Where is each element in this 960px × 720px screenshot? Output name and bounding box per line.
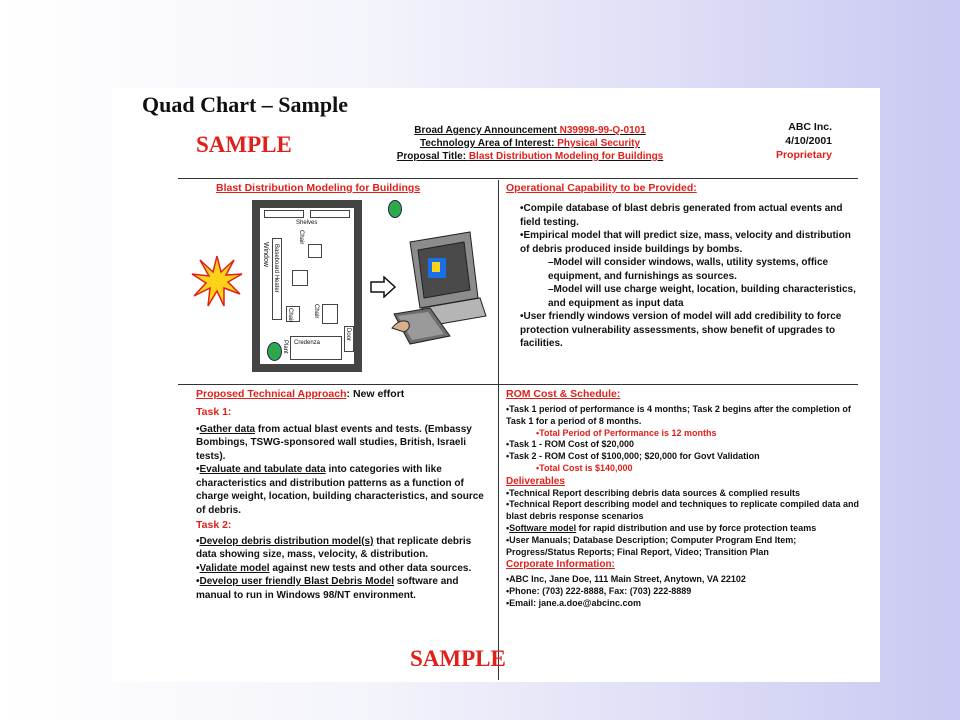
q2-bullet-3: •User friendly windows version of model will add credibility to force protection vulnerability assessments, show benefit of upgrades to facilities. [520, 311, 842, 349]
middle-divider [178, 384, 858, 385]
q3-content [196, 406, 494, 602]
proposal-title-label: Proposal Title: [396, 151, 469, 162]
tech-area-label: Technology Area of Interest: [419, 138, 558, 149]
company-classification: Proprietary [775, 149, 832, 161]
corporate-phone: •Phone: (703) 222-8888, Fax: (703) 222-8889 [506, 585, 692, 596]
q3-heading-row [196, 388, 404, 400]
chair-top-label: Chair [298, 230, 304, 245]
rom-item-3: •Task 2 - ROM Cost of $100,000; $20,000 for Govt Validation [506, 451, 760, 462]
q2-heading: Operational Capability to be Provided: [506, 182, 697, 194]
baa-value: N39998-99-Q-0101 [559, 125, 646, 136]
proposal-title-value: Blast Distribution Modeling for Buildings [468, 151, 664, 162]
chair-mid-upper [292, 270, 308, 286]
plant-icon [267, 342, 282, 361]
explosion-icon [190, 254, 244, 308]
sample-watermark-top: SAMPLE [196, 132, 292, 157]
rom-item-2: •Task 1 - ROM Cost of $20,000 [506, 439, 635, 450]
rom-total-period: •Total Period of Performance is 12 months [536, 427, 717, 438]
quad-chart-slide [112, 88, 880, 682]
sample-watermark-bottom: SAMPLE [410, 646, 506, 671]
q4-content [506, 404, 862, 610]
baa-label: Broad Agency Announcement [414, 125, 560, 136]
q3-heading-suffix: : New effort [346, 388, 405, 400]
deliverable-4: •User Manuals; Database Description; Computer Program End Item; Progress/Status Reports; Final Report, Video; Transition Plan [506, 534, 797, 557]
tech-area-value: Physical Security [557, 138, 641, 149]
chair-right-label: Chair [313, 304, 319, 319]
shelf-right [310, 210, 350, 218]
baseboard-label: Baseboard Heater [273, 244, 279, 293]
shelves-label: Shelves [296, 220, 318, 226]
corporate-address: •ABC Inc, Jane Doe, 111 Main Street, Anytown, VA 22102 [506, 574, 746, 585]
company-block [752, 120, 832, 162]
q1-heading: Blast Distribution Modeling for Buildings [216, 182, 421, 194]
rom-total-cost: •Total Cost is $140,000 [536, 462, 633, 473]
computer-icon [390, 228, 494, 346]
credenza-label: Credenza [294, 340, 321, 346]
task1-item-2: •Evaluate and tabulate data into categories with like characteristics and distribution patterns as a function of charge weight, location, building characteristics, and source of debris. [196, 464, 484, 516]
q4-heading: ROM Cost & Schedule: [506, 388, 621, 400]
q2-bullet-2: •Empirical model that will predict size, mass, velocity and distribution of debris produced inside buildings by bombs. [520, 230, 851, 255]
chair-top [308, 244, 322, 258]
deliverable-1: •Technical Report describing debris data sources & complied results [506, 487, 801, 498]
q2-bullet-1: •Compile database of blast debris generated from actual events and field testing. [520, 203, 843, 228]
door-label: Door [345, 328, 351, 342]
window-label: Window [262, 242, 269, 267]
deliverable-3: •Software model for rapid distribution and use by force protection teams [506, 522, 817, 533]
center-divider [498, 180, 499, 680]
deliverable-2: •Technical Report describing model and techniques to replicate compiled data and blast debris response scenarios [506, 499, 860, 522]
chair-right [322, 304, 338, 324]
chair-mid-label: Chair [287, 308, 293, 323]
corporate-email: •Email: jane.a.doe@abcinc.com [506, 597, 641, 608]
task2-item-1: •Develop debris distribution model(s) that replicate debris data showing size, mass, velocity, & distribution. [196, 535, 472, 560]
company-name: ABC Inc. [788, 121, 832, 133]
corporate-heading: Corporate Information: [506, 559, 615, 571]
q2-bullets [520, 202, 860, 351]
floor-plan-room [260, 208, 354, 364]
proposal-header [380, 124, 680, 163]
task2-item-2: •Validate model against new tests and other data sources. [196, 562, 472, 574]
shelf-left [264, 210, 304, 218]
task1-item-1: •Gather data from actual blast events and tests. (Embassy Bombings, TSWG-sponsored wall studies, British, Israeli tests). [196, 423, 472, 462]
plant-label: Plant [282, 340, 288, 354]
task1-label: Task 1: [196, 406, 232, 418]
rom-item-1: •Task 1 period of performance is 4 months; Task 2 begins after the completion of Task 1 for a period of 8 months. [506, 404, 851, 426]
q3-heading: Proposed Technical Approach [196, 388, 347, 400]
slide-title: Quad Chart – Sample [142, 92, 348, 117]
q2-sub-bullet-1: –Model will consider windows, walls, utility systems, office equipment, and furnishings as sources. [548, 257, 829, 282]
q2-sub-bullet-2: –Model will use charge weight, location, building characteristics, and equipment as input data [548, 284, 856, 309]
deliverables-heading: Deliverables [506, 475, 565, 487]
task2-label: Task 2: [196, 519, 232, 531]
header-divider [178, 178, 858, 179]
task2-item-3: •Develop user friendly Blast Debris Model software and manual to run in Windows 98/NT environment. [196, 576, 459, 601]
company-date: 4/10/2001 [785, 135, 832, 147]
